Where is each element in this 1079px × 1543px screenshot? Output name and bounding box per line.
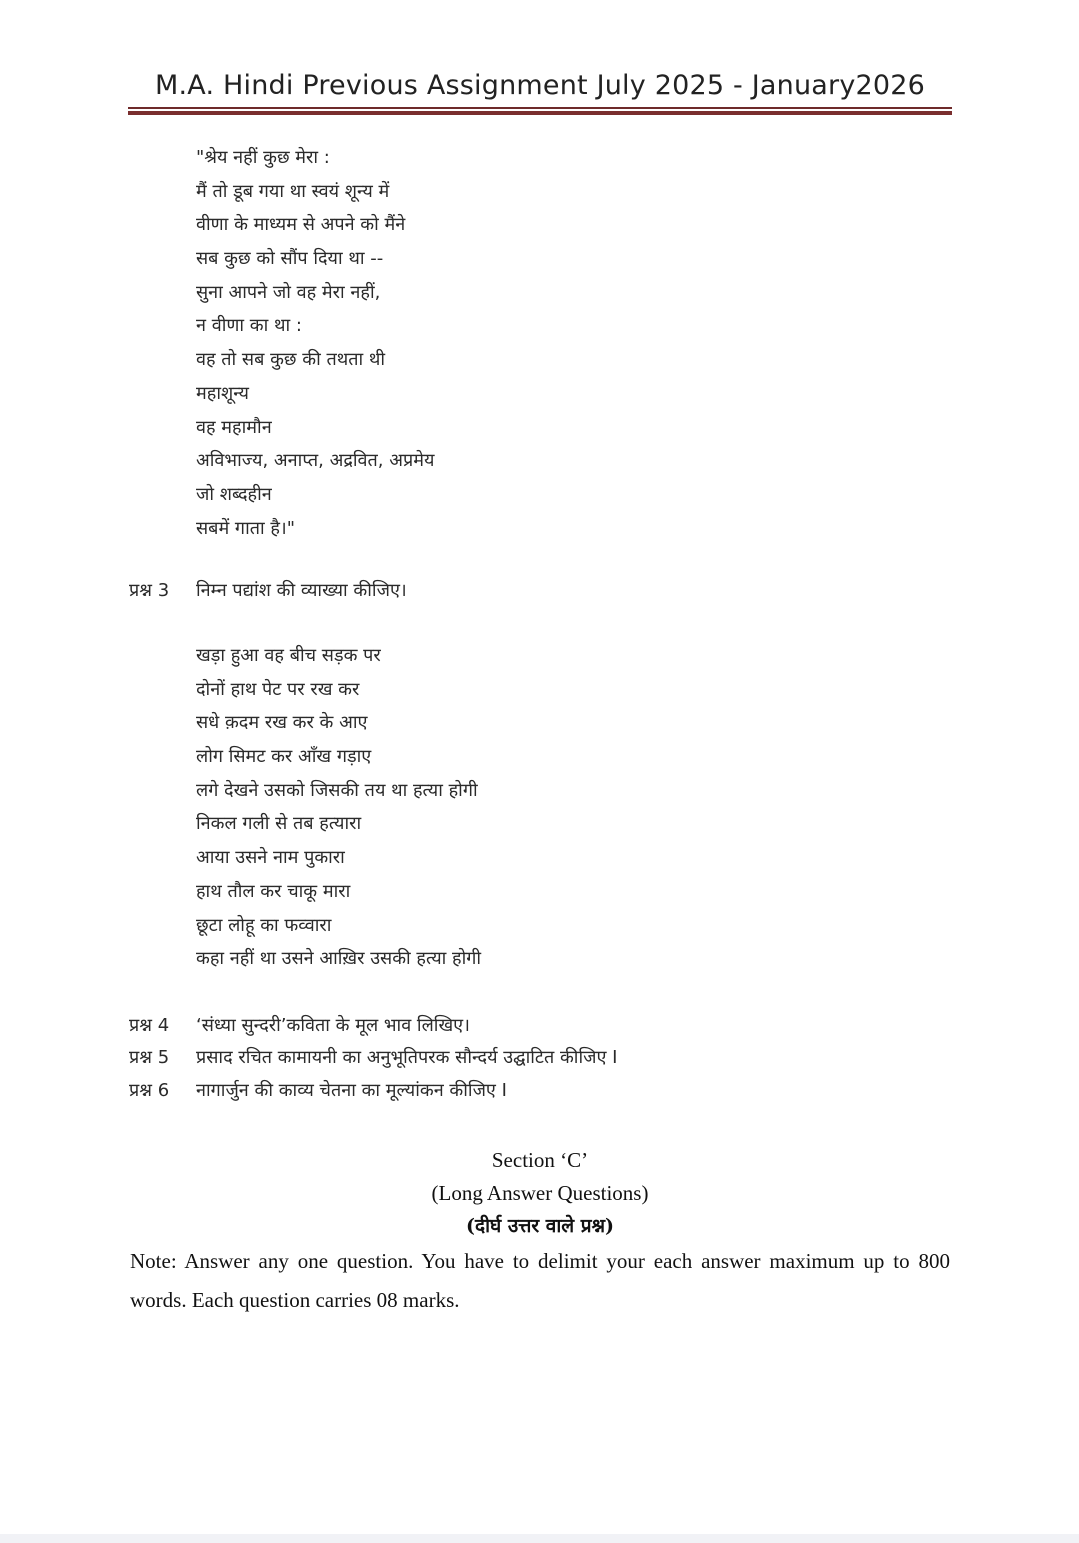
header-rule-thick <box>128 111 952 115</box>
poem-line: खड़ा हुआ वह बीच सड़क पर <box>196 645 381 666</box>
section-subtitle-hindi: (दीर्घ उत्तर वाले प्रश्न) <box>466 1215 614 1237</box>
poem-line: सब कुछ को सौंप दिया था -- <box>196 248 384 270</box>
section-c-heading <box>128 1144 952 1243</box>
poem-line: वीणा के माध्यम से अपने को मैंने <box>196 214 406 236</box>
question-text: निम्न पद्यांश की व्याख्या कीजिए। <box>196 580 407 601</box>
question-5 <box>129 1042 617 1074</box>
section-subtitle: (Long Answer Questions) <box>431 1181 649 1205</box>
page-bottom-edge <box>0 1534 1079 1543</box>
poem-line: महाशून्य <box>196 382 249 404</box>
question-text: नागार्जुन की काव्य चेतना का मूल्यांकन कीजिए I <box>196 1080 507 1101</box>
question-label: प्रश्न 6 <box>129 1080 170 1101</box>
question-4 <box>129 1010 470 1042</box>
poem-line: सधे क़दम रख कर के आए <box>196 712 368 734</box>
poem-line: "श्रेय नहीं कुछ मेरा : <box>196 147 330 168</box>
poem-line: दोनों हाथ पेट पर रख कर <box>196 678 360 700</box>
question-text: प्रसाद रचित कामायनी का अनुभूतिपरक सौन्दर्य उद्घाटित कीजिए I <box>196 1047 618 1068</box>
poem-line: न वीणा का था : <box>196 315 302 337</box>
question-6 <box>129 1075 507 1107</box>
poem-line: वह महामौन <box>196 416 272 438</box>
poem-extract-2 <box>196 639 481 976</box>
question-label: प्रश्न 3 <box>129 580 170 601</box>
instructions-note: Note: Answer any one question. You have to delimit your each answer maximum up to 800 words. Each question carries 08 marks. <box>130 1249 950 1312</box>
poem-line: अविभाज्य, अनाप्त, अद्रवित, अप्रमेय <box>196 450 435 472</box>
poem-line: जो शब्दहीन <box>196 483 272 505</box>
poem-line: वह तो सब कुछ की तथता थी <box>196 349 386 371</box>
poem-line: हाथ तौल कर चाकू मारा <box>196 880 351 902</box>
poem-line: कहा नहीं था उसने आख़िर उसकी हत्या होगी <box>196 948 482 970</box>
poem-line: निकल गली से तब हत्यारा <box>196 813 362 835</box>
question-label: प्रश्न 4 <box>129 1015 170 1036</box>
question-label: प्रश्न 5 <box>129 1047 170 1068</box>
poem-line: सुना आपने जो वह मेरा नहीं, <box>196 281 381 303</box>
poem-line: छूटा लोहू का फव्वारा <box>196 914 332 936</box>
poem-line: सबमें गाता है।" <box>196 517 296 539</box>
section-title: Section ‘C’ <box>491 1148 589 1172</box>
page-title: M.A. Hindi Previous Assignment July 2025 - January2026 <box>154 70 926 101</box>
header-rule-thin <box>128 107 952 109</box>
poem-line: लगे देखने उसको जिसकी तय था हत्या होगी <box>196 779 478 801</box>
poem-line: आया उसने नाम पुकारा <box>196 847 345 869</box>
poem-line: लोग सिमट कर आँख गड़ाए <box>196 746 372 768</box>
poem-line: मैं तो डूब गया था स्वयं शून्य में <box>196 180 390 202</box>
poem-extract-1 <box>196 141 434 545</box>
question-text: ‘संध्या सुन्दरी’कविता के मूल भाव लिखिए। <box>196 1015 470 1036</box>
question-3 <box>129 575 407 607</box>
